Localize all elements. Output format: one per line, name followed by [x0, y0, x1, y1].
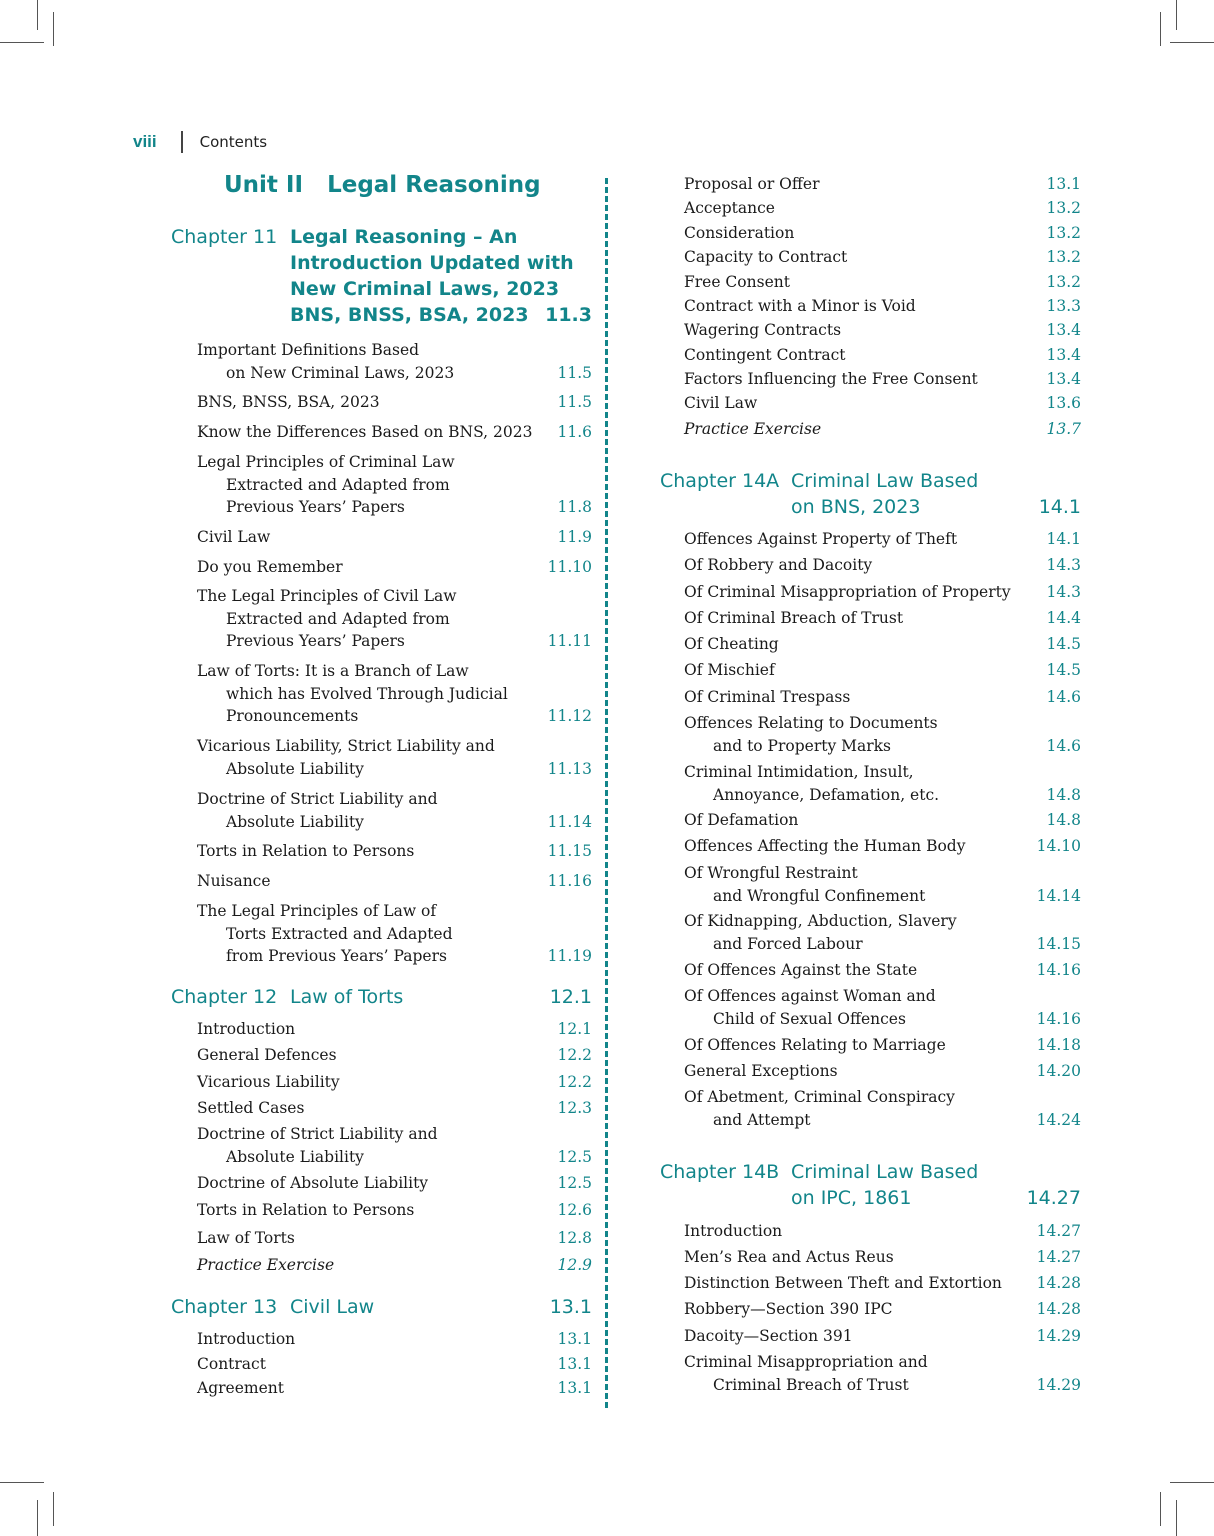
- toc-entry[interactable]: Capacity to Contract 13.2: [684, 248, 1081, 266]
- toc-entry[interactable]: Of Criminal Breach of Trust 14.4: [684, 609, 1081, 627]
- toc-entry[interactable]: Of Offences against Woman and Child of Sexual Offences 14.16: [684, 987, 1081, 1028]
- toc-entry[interactable]: Legal Principles of Criminal Law Extracted and Adapted from Previous Years’ Papers 11.8: [197, 453, 592, 516]
- toc-entry[interactable]: Proposal or Offer 13.1: [684, 175, 1081, 193]
- crop-mark: [1170, 1482, 1214, 1483]
- toc-entry[interactable]: Acceptance 13.2: [684, 199, 1081, 217]
- toc-entry[interactable]: Practice Exercise 13.7: [684, 420, 1081, 438]
- toc-entry[interactable]: Do you Remember 11.10: [197, 558, 592, 576]
- toc-entry[interactable]: General Exceptions 14.20: [684, 1062, 1081, 1080]
- toc-entry[interactable]: Wagering Contracts 13.4: [684, 321, 1081, 339]
- toc-entry[interactable]: Criminal Misappropriation and Criminal Breach of Trust 14.29: [684, 1353, 1081, 1394]
- toc-entry[interactable]: Law of Torts 12.8: [197, 1229, 592, 1247]
- toc-entry[interactable]: Practice Exercise 12.9: [197, 1256, 592, 1274]
- toc-entry[interactable]: Doctrine of Absolute Liability 12.5: [197, 1174, 592, 1192]
- toc-entry[interactable]: Men’s Rea and Actus Reus 14.27: [684, 1248, 1081, 1266]
- toc-entry[interactable]: Of Defamation 14.8: [684, 811, 1081, 829]
- toc-entry[interactable]: The Legal Principles of Law of Torts Extracted and Adapted from Previous Years’ Papers 11.19: [197, 902, 592, 965]
- section-title: Contents: [199, 133, 268, 151]
- toc-entry[interactable]: Introduction 14.27: [684, 1222, 1081, 1240]
- toc-entry[interactable]: Of Criminal Misappropriation of Property 14.3: [684, 583, 1081, 601]
- header-separator: [181, 131, 183, 153]
- toc-entry[interactable]: Torts in Relation to Persons 11.15: [197, 842, 592, 860]
- crop-mark: [1160, 1492, 1161, 1526]
- crop-mark: [1160, 12, 1161, 46]
- toc-entry[interactable]: Settled Cases 12.3: [197, 1099, 592, 1117]
- toc-entry[interactable]: Of Robbery and Dacoity 14.3: [684, 556, 1081, 574]
- toc-entry[interactable]: General Defences 12.2: [197, 1046, 592, 1064]
- unit-heading: Unit II Legal Reasoning: [224, 172, 541, 198]
- crop-mark: [53, 12, 54, 46]
- toc-entry[interactable]: Of Cheating 14.5: [684, 635, 1081, 653]
- toc-entry[interactable]: Introduction 13.1: [197, 1330, 592, 1348]
- page-number: viii: [133, 132, 157, 151]
- toc-entry[interactable]: Civil Law 13.6: [684, 394, 1081, 412]
- crop-mark: [1176, 0, 1177, 30]
- toc-entry[interactable]: Free Consent 13.2: [684, 273, 1081, 291]
- toc-entry[interactable]: Of Offences Against the State 14.16: [684, 961, 1081, 979]
- toc-entry[interactable]: Offences Relating to Documents and to Property Marks 14.6: [684, 714, 1081, 755]
- toc-entry[interactable]: BNS, BNSS, BSA, 2023 11.5: [197, 393, 592, 411]
- toc-entry[interactable]: Of Abetment, Criminal Conspiracy and Attempt 14.24: [684, 1088, 1081, 1129]
- crop-mark: [1170, 42, 1214, 43]
- page-header: [133, 130, 267, 154]
- chapter-14a-heading[interactable]: Chapter 14A Criminal Law Based on BNS, 2023 14.1: [660, 470, 1081, 518]
- toc-entry[interactable]: Vicarious Liability 12.2: [197, 1073, 592, 1091]
- toc-entry[interactable]: Dacoity—Section 391 14.29: [684, 1327, 1081, 1345]
- crop-mark: [0, 42, 44, 43]
- toc-entry[interactable]: Robbery—Section 390 IPC 14.28: [684, 1300, 1081, 1318]
- crop-mark: [53, 1492, 54, 1526]
- chapter-14b-heading[interactable]: Chapter 14B Criminal Law Based on IPC, 1861 14.27: [660, 1161, 1081, 1209]
- toc-entry[interactable]: Of Kidnapping, Abduction, Slavery and Forced Labour 14.15: [684, 912, 1081, 953]
- toc-entry[interactable]: Criminal Intimidation, Insult, Annoyance, Defamation, etc. 14.8: [684, 763, 1081, 804]
- column-divider: [605, 178, 608, 1408]
- toc-entry[interactable]: Doctrine of Strict Liability and Absolute Liability 11.14: [197, 790, 592, 831]
- toc-entry[interactable]: Important Definitions Based on New Criminal Laws, 2023 11.5: [197, 341, 592, 382]
- toc-entry[interactable]: Of Mischief 14.5: [684, 661, 1081, 679]
- toc-entry[interactable]: Torts in Relation to Persons 12.6: [197, 1201, 592, 1219]
- toc-entry[interactable]: Of Wrongful Restraint and Wrongful Confinement 14.14: [684, 864, 1081, 905]
- chapter-11-heading[interactable]: Chapter 11 Legal Reasoning – An Introduction Updated with New Criminal Laws, 2023 BNS, BNSS, BSA, 2023 11.3: [171, 226, 592, 326]
- toc-entry[interactable]: Contingent Contract 13.4: [684, 346, 1081, 364]
- crop-mark: [37, 0, 38, 30]
- toc-entry[interactable]: Agreement 13.1: [197, 1379, 592, 1397]
- toc-entry[interactable]: Of Offences Relating to Marriage 14.18: [684, 1036, 1081, 1054]
- toc-entry[interactable]: Of Criminal Trespass 14.6: [684, 688, 1081, 706]
- toc-entry[interactable]: Introduction 12.1: [197, 1020, 592, 1038]
- crop-mark: [1176, 1500, 1177, 1536]
- toc-entry[interactable]: Factors Influencing the Free Consent 13.4: [684, 370, 1081, 388]
- toc-entry[interactable]: Distinction Between Theft and Extortion 14.28: [684, 1274, 1081, 1292]
- chapter-13-heading[interactable]: Chapter 13 Civil Law 13.1: [171, 1296, 592, 1318]
- toc-entry[interactable]: Law of Torts: It is a Branch of Law which has Evolved Through Judicial Pronouncements 11.12: [197, 662, 592, 725]
- toc-entry[interactable]: Contract 13.1: [197, 1355, 592, 1373]
- toc-entry[interactable]: Vicarious Liability, Strict Liability and Absolute Liability 11.13: [197, 737, 592, 778]
- toc-entry[interactable]: Consideration 13.2: [684, 224, 1081, 242]
- crop-mark: [37, 1500, 38, 1536]
- toc-entry[interactable]: Contract with a Minor is Void 13.3: [684, 297, 1081, 315]
- crop-mark: [0, 1482, 44, 1483]
- toc-entry[interactable]: The Legal Principles of Civil Law Extracted and Adapted from Previous Years’ Papers 11.11: [197, 587, 592, 650]
- toc-entry[interactable]: Doctrine of Strict Liability and Absolute Liability 12.5: [197, 1125, 592, 1166]
- toc-entry[interactable]: Know the Differences Based on BNS, 2023 11.6: [197, 423, 592, 441]
- chapter-12-heading[interactable]: Chapter 12 Law of Torts 12.1: [171, 986, 592, 1008]
- toc-entry[interactable]: Offences Affecting the Human Body 14.10: [684, 837, 1081, 855]
- toc-entry[interactable]: Offences Against Property of Theft 14.1: [684, 530, 1081, 548]
- toc-entry[interactable]: Nuisance 11.16: [197, 872, 592, 890]
- toc-entry[interactable]: Civil Law 11.9: [197, 528, 592, 546]
